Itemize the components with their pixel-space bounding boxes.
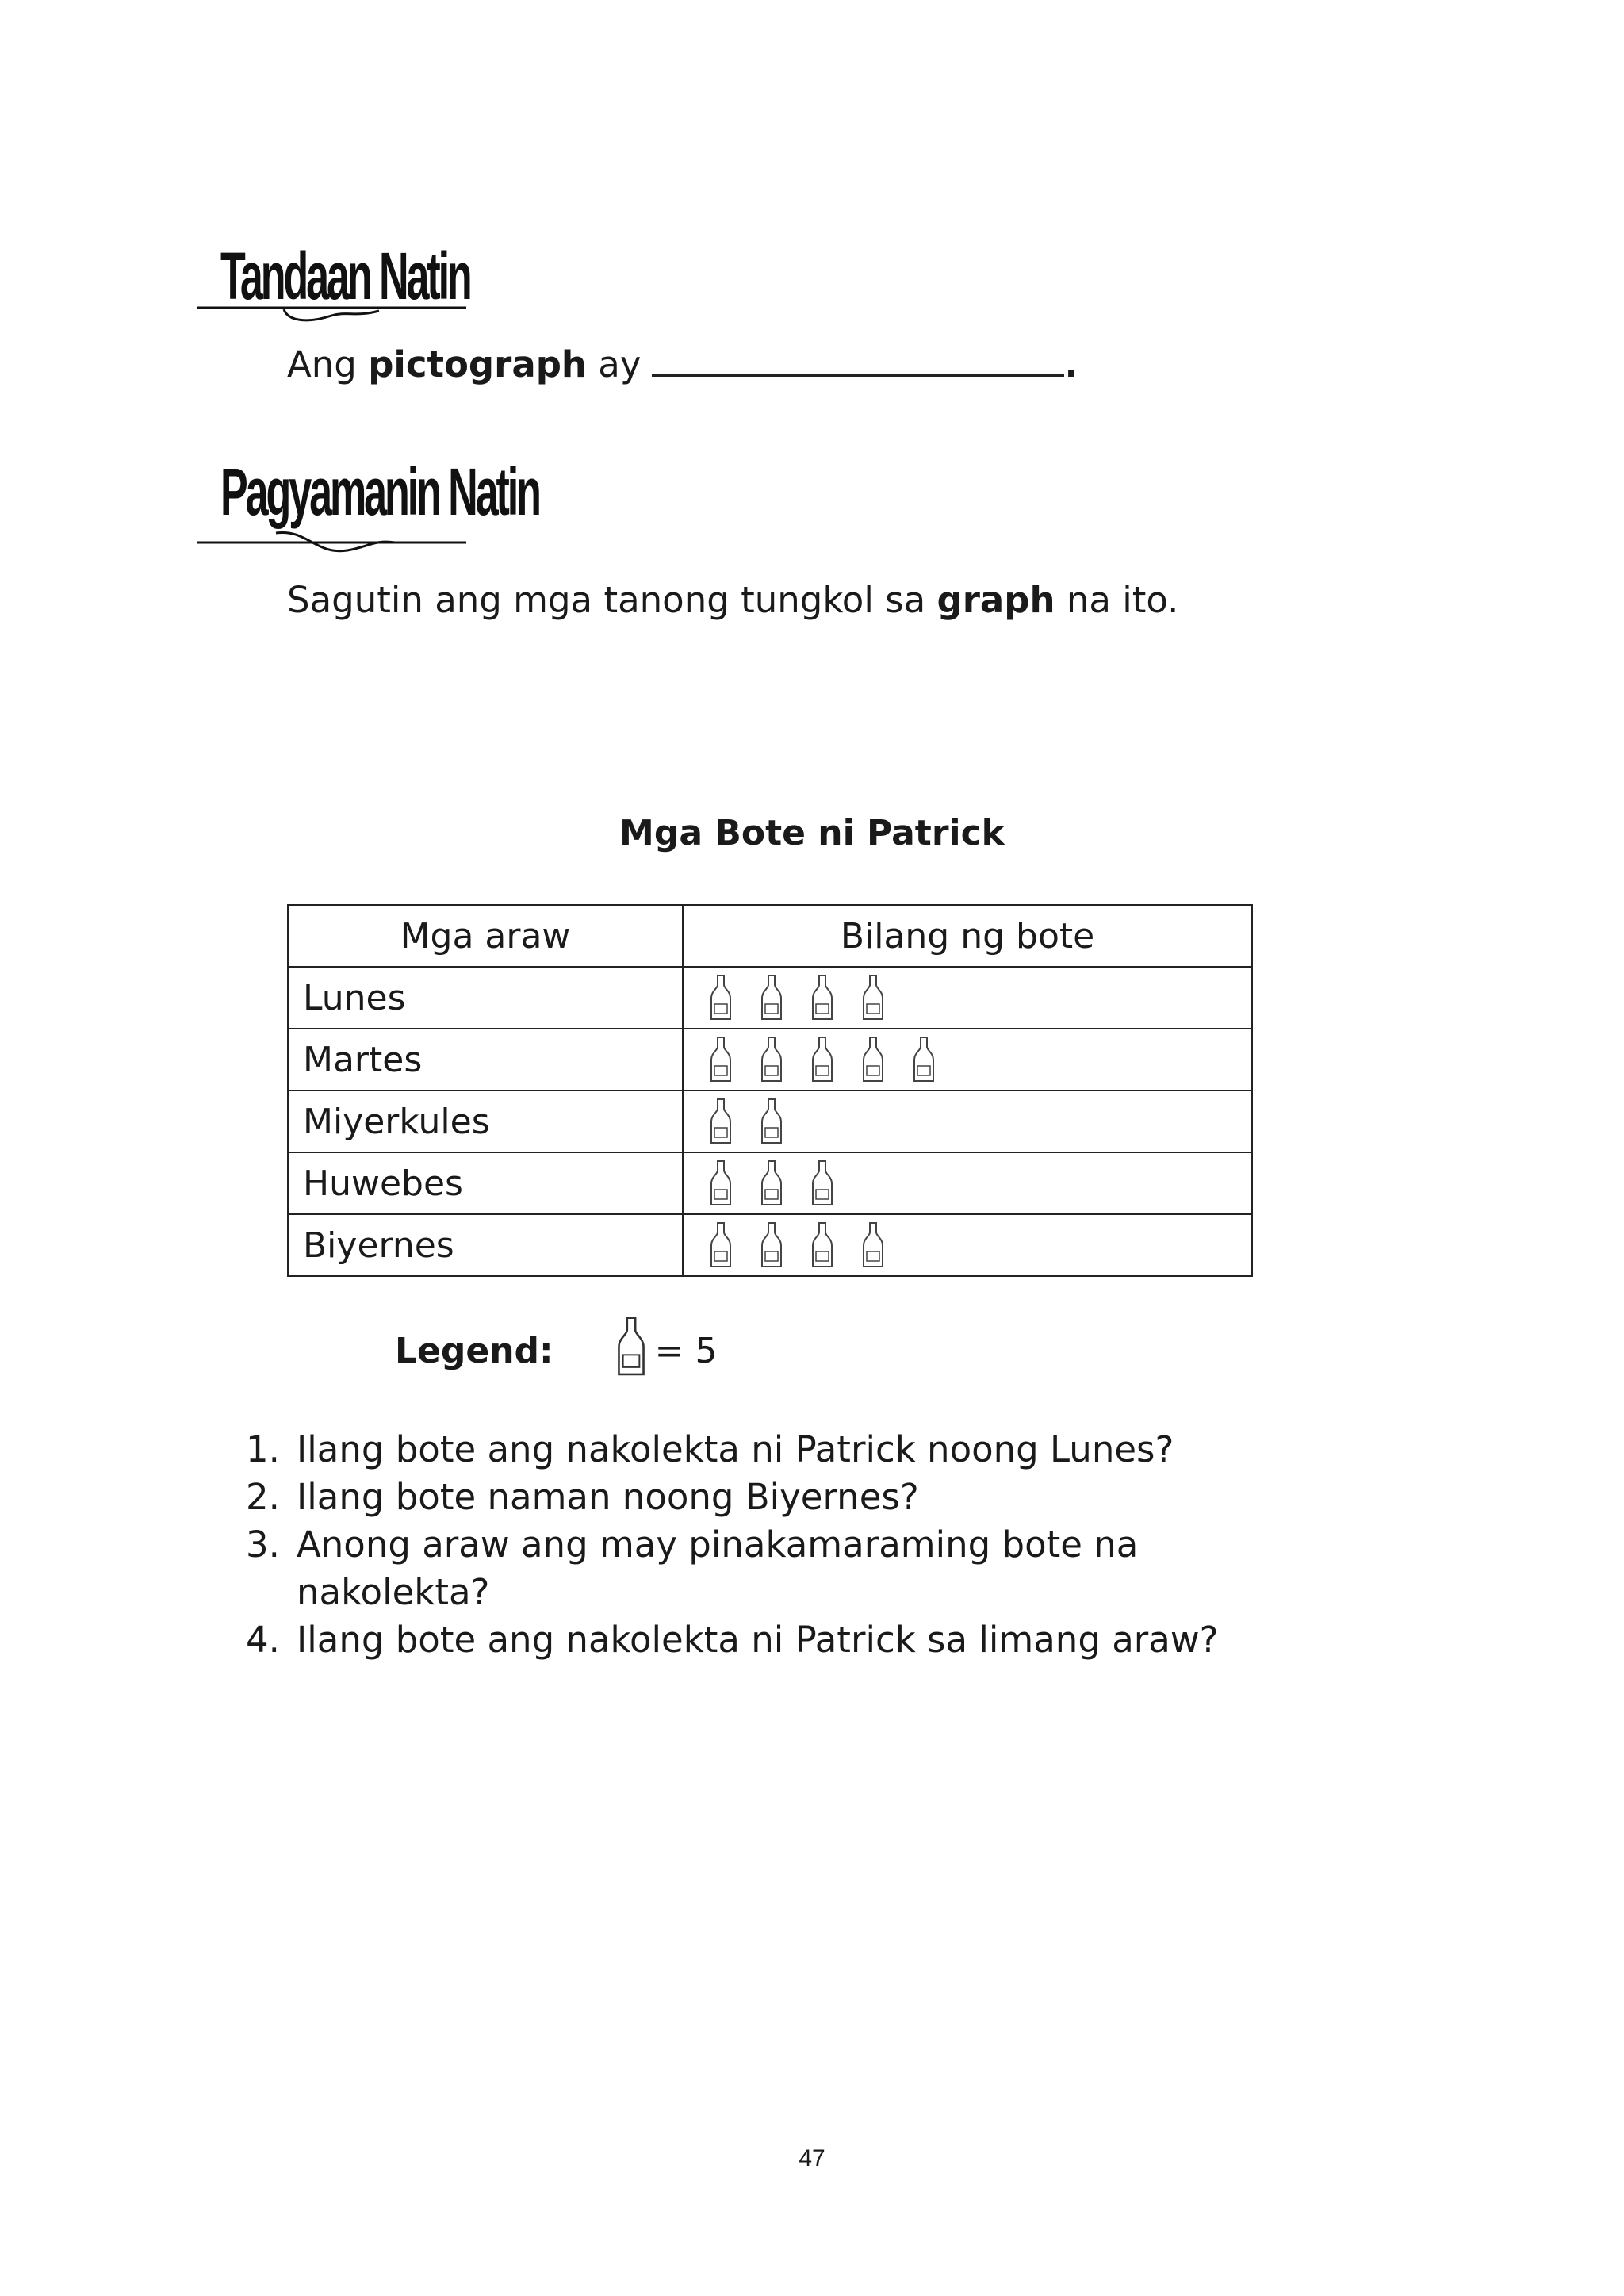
bottle-icon [707, 1098, 734, 1145]
list-item: 1. Ilang bote ang nakolekta ni Patrick noong Lunes? [246, 1428, 1174, 1470]
list-item: 2. Ilang bote naman noong Biyernes? [246, 1476, 919, 1518]
bottle-icon [860, 1221, 887, 1269]
day-cell: Biyernes [288, 1214, 683, 1276]
table-row [288, 1214, 1252, 1276]
day-cell: Miyerkules [288, 1091, 683, 1152]
column-header-bottles: Bilang ng bote [683, 905, 1252, 967]
legend-value: = 5 [654, 1331, 718, 1371]
bottle-icon [758, 1221, 785, 1269]
list-item: 4. Ilang bote ang nakolekta ni Patrick sa limang araw? [246, 1619, 1219, 1661]
bottle-icon [809, 974, 836, 1022]
bottle-count-cell [683, 967, 1252, 1029]
answer-blank[interactable] [652, 343, 1064, 377]
table-row [288, 967, 1252, 1029]
bottle-icon [614, 1309, 649, 1393]
pictograph-table [287, 904, 1253, 1277]
table-row [288, 1029, 1252, 1091]
instruction-term: graph [936, 579, 1055, 621]
question-list [246, 1426, 1327, 1664]
legend [395, 1309, 718, 1393]
column-header-days: Mga araw [288, 905, 683, 967]
legend-label: Legend: [395, 1331, 553, 1371]
bottle-icon [758, 974, 785, 1022]
bottle-icon [707, 1159, 734, 1207]
heading-tandaan-text: Tandaan Natin [220, 239, 470, 313]
bottle-count-cell [683, 1214, 1252, 1276]
heading-pagyamanin-text: Pagyamanin Natin [220, 454, 539, 529]
bottle-icon [910, 1036, 937, 1083]
bottle-count-cell [683, 1029, 1252, 1091]
definition-line: Ang pictograph ay . [287, 343, 1078, 385]
day-cell: Lunes [288, 967, 683, 1029]
bottle-icon [758, 1098, 785, 1145]
bottle-count-cell [683, 1091, 1252, 1152]
bottle-icon [860, 974, 887, 1022]
bottle-icon [707, 1221, 734, 1269]
table-header-row [288, 905, 1252, 967]
day-cell: Martes [288, 1029, 683, 1091]
heading-underline-swirl [197, 238, 466, 325]
table-row [288, 1091, 1252, 1152]
chart-title: Mga Bote ni Patrick [619, 813, 1005, 853]
bottle-icon [809, 1159, 836, 1207]
instruction-line: Sagutin ang mga tanong tungkol sa graph na ito. [287, 579, 1179, 621]
bottle-count-cell [683, 1152, 1252, 1214]
list-item: 3. Anong araw ang may pinakamaraming bote na nakolekta? [246, 1524, 1139, 1613]
table-row [288, 1152, 1252, 1214]
bottle-icon [758, 1036, 785, 1083]
heading-underline-swirl [197, 454, 466, 557]
definition-term: pictograph [368, 343, 587, 385]
bottle-icon [707, 974, 734, 1022]
bottle-icon [809, 1221, 836, 1269]
bottle-icon [860, 1036, 887, 1083]
page-number: 47 [799, 2145, 825, 2171]
bottle-icon [707, 1036, 734, 1083]
bottle-icon [809, 1036, 836, 1083]
day-cell: Huwebes [288, 1152, 683, 1214]
bottle-icon [758, 1159, 785, 1207]
